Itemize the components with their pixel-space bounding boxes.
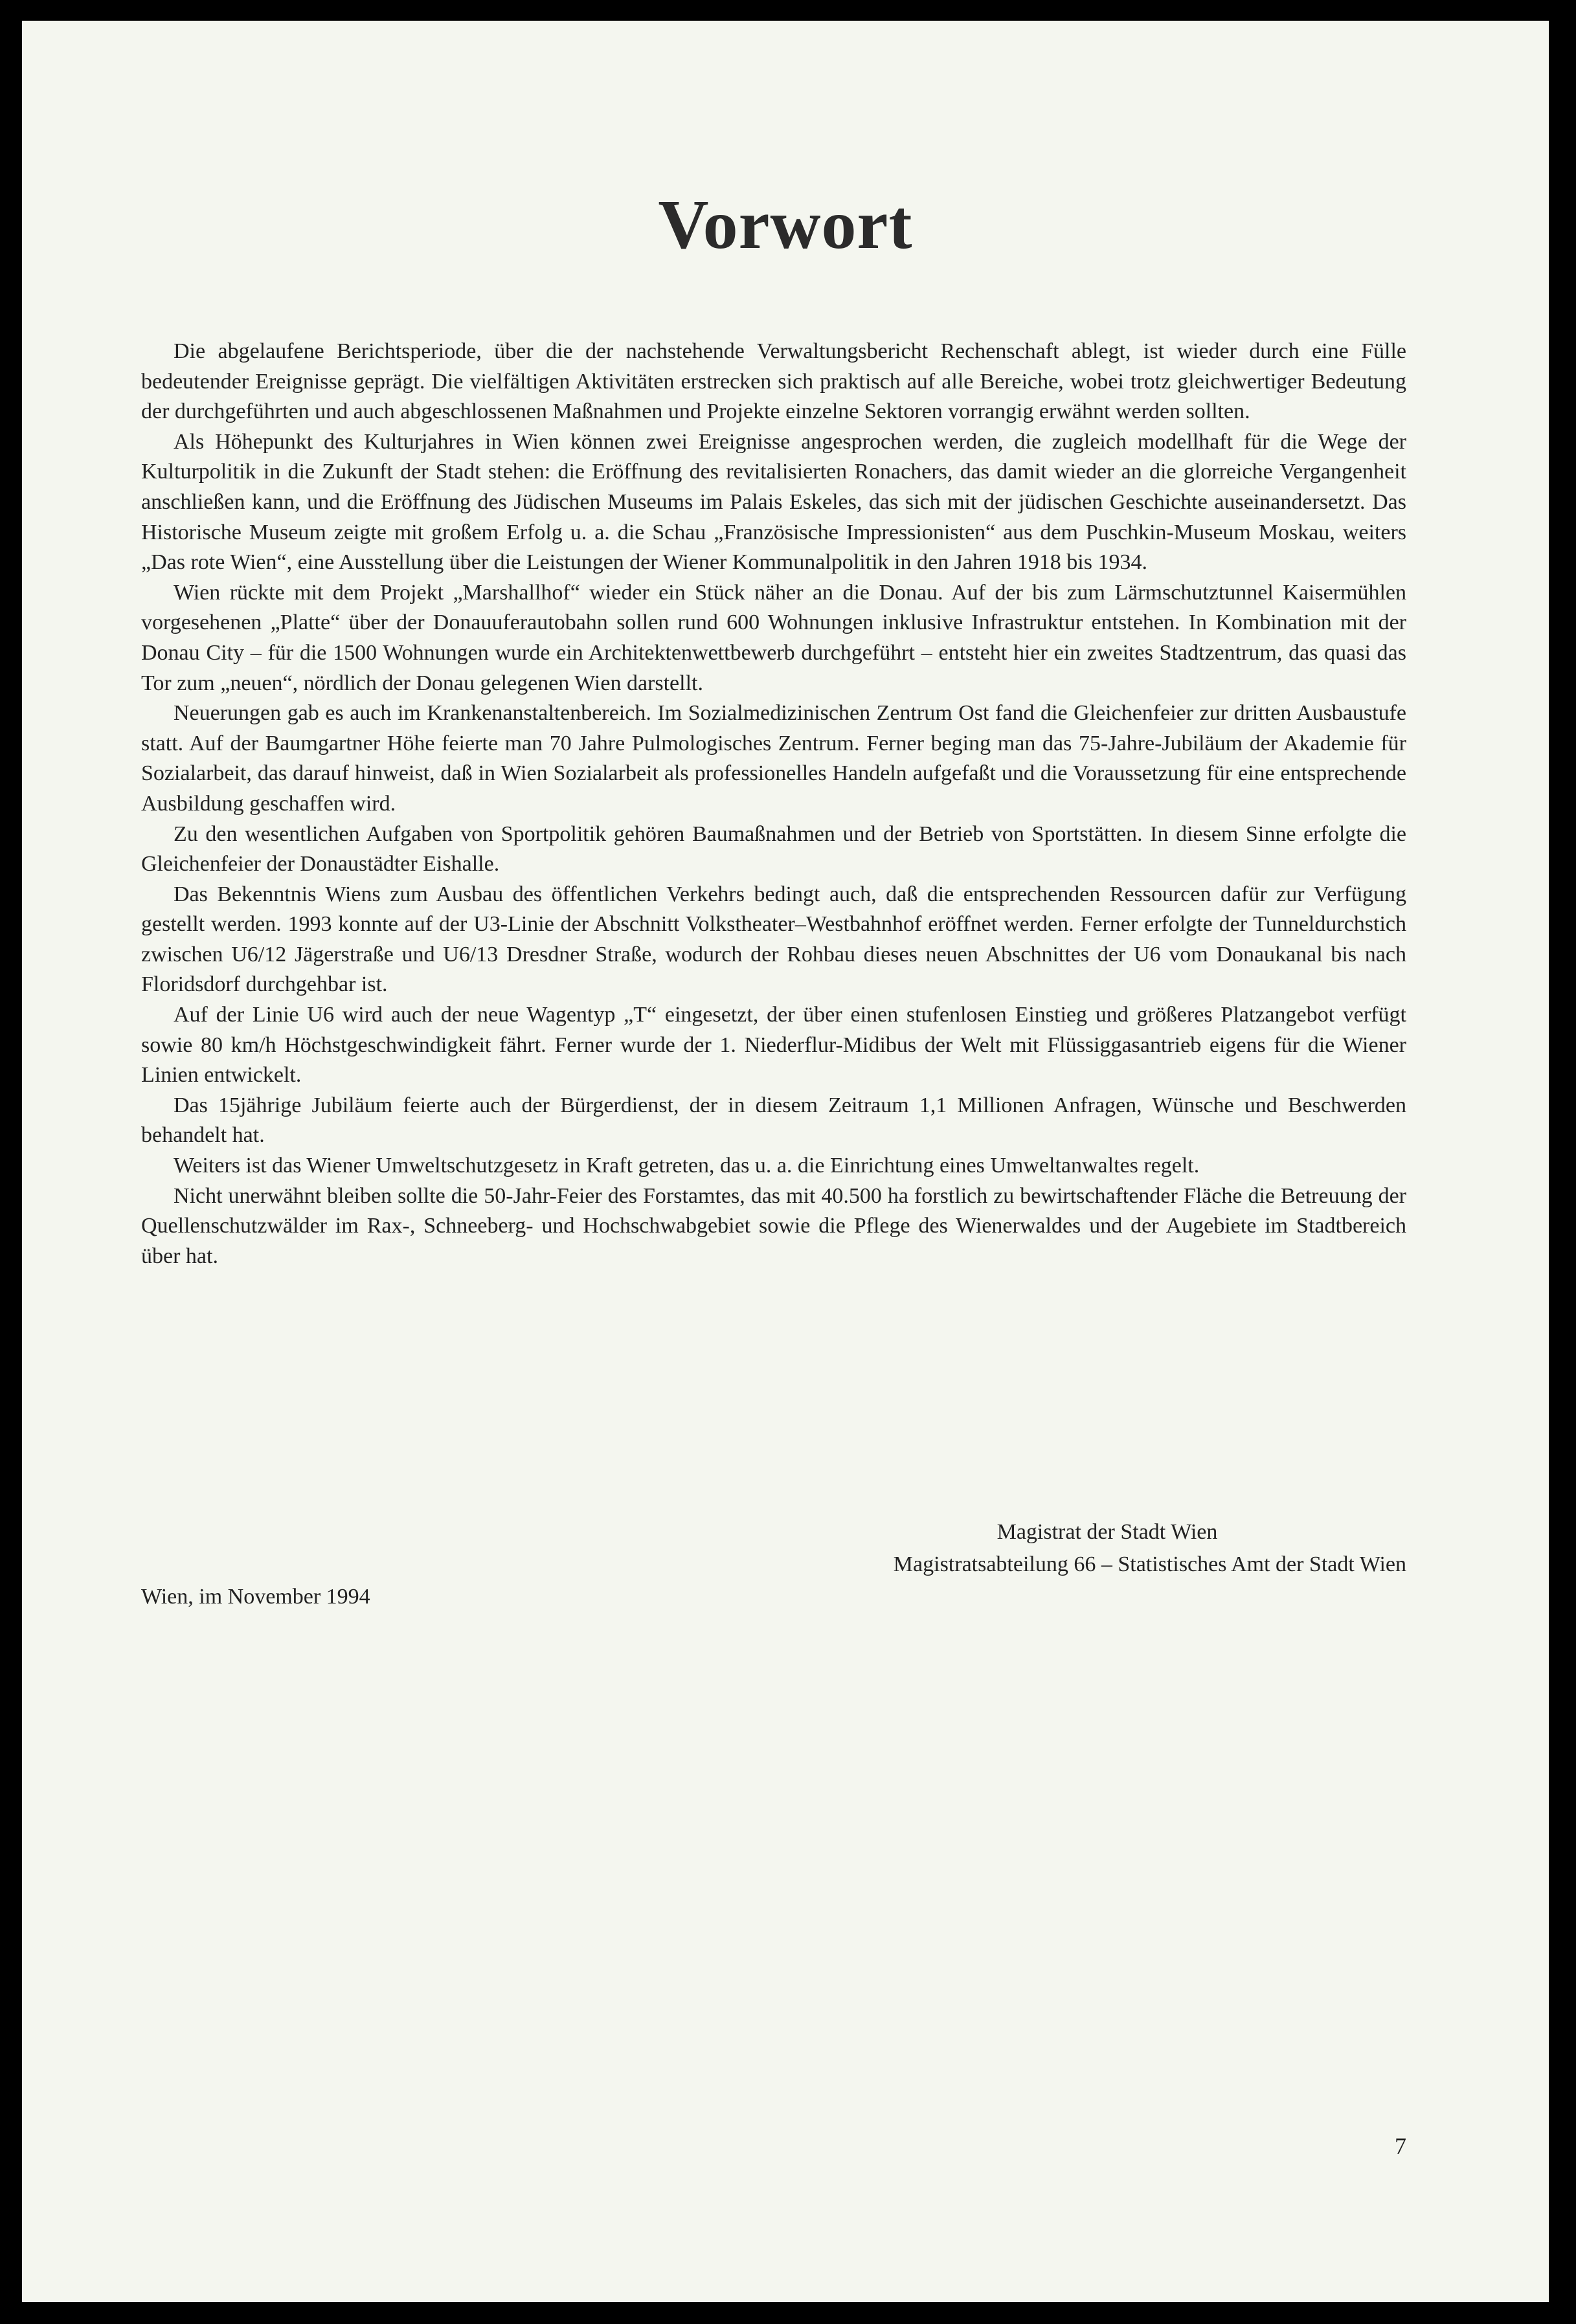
page-title: Vorwort — [658, 186, 913, 263]
paragraph: Nicht unerwähnt bleiben sollte die 50-Jahr-Feier des Forstamtes, das mit 40.500 ha forstlich zu bewirtschaftender Fläche die Betreuung der Quellenschutzwälder im Rax-, Schneeberg- und Hochschwabgebiet sowie die Pflege des Wienerwaldes und der Augebiete im Stadtbereich über hat. — [141, 1183, 1406, 1268]
place-date: Wien, im November 1994 — [141, 1585, 370, 1609]
paragraph: Die abgelaufene Berichtsperiode, über die der nachstehende Verwaltungsbericht Rechenschaft ablegt, ist wieder durch eine Fülle bedeutender Ereignisse geprägt. Die vielfältigen Aktivitäten erstrecken sich praktisch auf alle Bereiche, wobei trotz gleichwertiger Bedeutung der durchgeführten und auch abgeschlossenen Maßnahmen und Projekte einzelne Sektoren vorrangig erwähnt werden sollten. — [141, 339, 1406, 424]
body-text — [141, 337, 1406, 1271]
paragraph: Auf der Linie U6 wird auch der neue Wagentyp „T“ eingesetzt, der über einen stufenlosen Einstieg und größeres Platzangebot verfügt sowie 80 km/h Höchstgeschwindigkeit fährt. Ferner wurde der 1. Niederflur-Midibus der Welt mit Flüssiggasantrieb eigens für die Wiener Linien entwickelt. — [141, 1003, 1406, 1088]
paragraph: Neuerungen gab es auch im Krankenanstaltenbereich. Im Sozialmedizinischen Zentrum Ost fand die Gleichenfeier zur dritten Ausbaustufe statt. Auf der Baumgartner Höhe feierte man 70 Jahre Pulmologisches Zentrum. Ferner beging man das 75-Jahre-Jubiläum der Akademie für Sozialarbeit, das darauf hinweist, daß in Wien Sozialarbeit als professionelles Handeln aufgefaßt und die Voraussetzung für eine entsprechende Ausbildung geschaffen wird. — [141, 701, 1406, 816]
signature-line-2: Magistratsabteilung 66 – Statistisches Amt der Stadt Wien — [893, 1552, 1406, 1576]
paragraph: Zu den wesentlichen Aufgaben von Sportpolitik gehören Baumaßnahmen und der Betrieb von Sportstätten. In diesem Sinne erfolgte die Gleichenfeier der Donaustädter Eishalle. — [141, 821, 1406, 877]
page-number: 7 — [1395, 2133, 1406, 2159]
document-page — [22, 21, 1549, 2302]
signature-line-1: Magistrat der Stadt Wien — [996, 1520, 1218, 1544]
paragraph: Weiters ist das Wiener Umweltschutzgesetz in Kraft getreten, das u. a. die Einrichtung eines Umweltanwaltes regelt. — [174, 1154, 1200, 1178]
paragraph: Wien rückte mit dem Projekt „Marshallhof“ wieder ein Stück näher an die Donau. Auf der bis zum Lärmschutztunnel Kaisermühlen vorgesehenen „Platte“ über der Donauuferautobahn sollen rund 600 Wohnungen inklusive Infrastruktur entstehen. In Kombination mit der Donau City – für die 1500 Wohnungen wurde ein Architektenwettbewerb durchgeführt – entsteht hier ein zweites Stadtzentrum, das quasi das Tor zum „neuen“, nördlich der Donau gelegenen Wien darstellt. — [141, 580, 1406, 695]
paragraph: Das Bekenntnis Wiens zum Ausbau des öffentlichen Verkehrs bedingt auch, daß die entsprechenden Ressourcen dafür zur Verfügung gestellt werden. 1993 konnte auf der U3-Linie der Abschnitt Volkstheater–Westbahnhof eröffnet werden. Ferner erfolgte der Tunneldurchstich zwischen U6/12 Jägerstraße und U6/13 Dresdner Straße, wodurch der Rohbau dieses neuen Abschnittes der U6 vom Donaukanal bis nach Floridsdorf durchgehbar ist. — [141, 882, 1406, 997]
signature-block — [141, 1516, 1406, 1581]
paragraph: Das 15jährige Jubiläum feierte auch der Bürgerdienst, der in diesem Zeitraum 1,1 Millionen Anfragen, Wünsche und Beschwerden behandelt hat. — [141, 1093, 1406, 1148]
paragraph: Als Höhepunkt des Kulturjahres in Wien können zwei Ereignisse angesprochen werden, die zugleich modellhaft für die Wege der Kulturpolitik in die Zukunft der Stadt stehen: die Eröffnung des revitalisierten Ronachers, das damit wieder an die glorreiche Vergangenheit anschließen kann, und die Eröffnung des Jüdischen Museums im Palais Eskeles, das sich mit der jüdischen Geschichte auseinandersetzt. Das Historische Museum zeigte mit großem Erfolg u. a. die Schau „Französische Impressionisten“ aus dem Puschkin-Museum Moskau, weiters „Das rote Wien“, eine Ausstellung über die Leistungen der Wiener Kommunalpolitik in den Jahren 1918 bis 1934. — [141, 429, 1406, 575]
